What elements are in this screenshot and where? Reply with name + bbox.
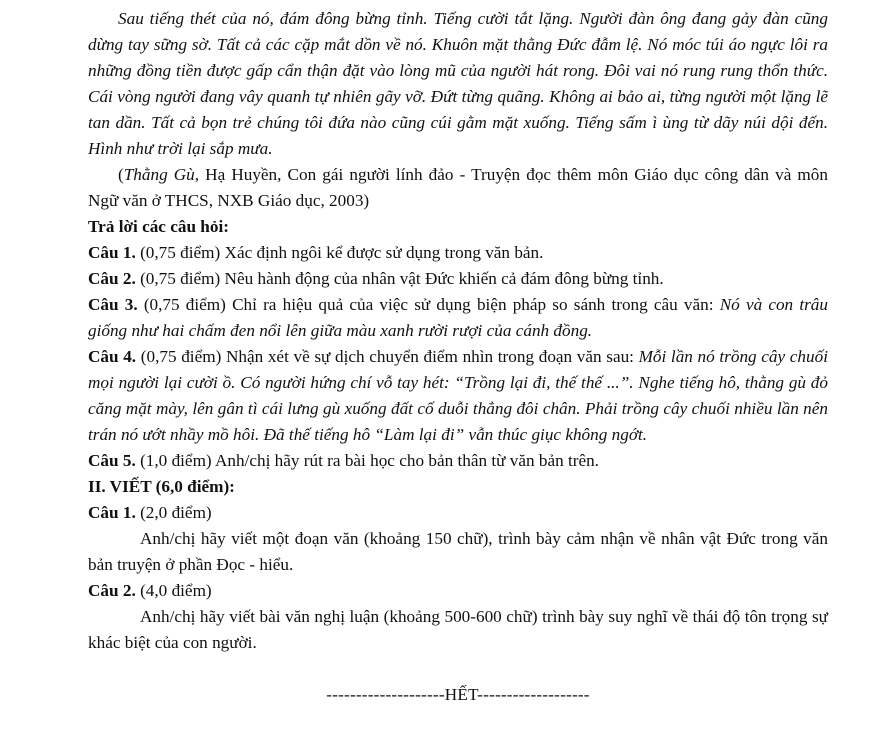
writing-question-1-text: Anh/chị hãy viết một đoạn văn (khoảng 150 chữ), trình bày cảm nhận về nhân vật Đức trong văn bản truyện ở phần Đọc - hiểu. [88,529,828,574]
citation-open: ( [118,165,124,184]
source-citation [88,162,828,214]
question-text: (0,75 điểm) Xác định ngôi kể được sử dụng trong văn bản. [135,243,544,262]
question-quote: Mỗi lần nó trồng cây chuối mọi người lại cười ồ. Có người hứng chí vỗ tay hét: “Trồng lại đi, thế thế ...”. Nghe tiếng hô, thằng gù đỏ căng mặt mày, lên gân tì cái lưng gù xuống đất cố duỗi thẳng đôi chân. Phải trồng cây chuối nhiều lần nên trán nó ướt nhầy mồ hôi. Đã thế tiếng hô “Làm lại đi” vẫn thúc giục không ngớt. [88,347,828,444]
question-3 [88,292,828,344]
question-1 [88,240,828,266]
question-5 [88,448,828,474]
passage-paragraph: Sau tiếng thét của nó, đám đông bừng tỉnh. Tiếng cười tắt lặng. Người đàn ông đang gảy đàn cũng dừng tay sững sờ. Tất cả các cặp mắt dồn về nó. Khuôn mặt thằng Đức đẫm lệ. Nó móc túi áo ngực lôi ra những đồng tiền được gấp cẩn thận đặt vào lòng mũ của người hát rong. Đôi vai nó rung rung thổn thức. Cái vòng người đang vây quanh tự nhiên gãy vỡ. Đứt từng quãng. Không ai bảo ai, từng người một lặng lẽ tan dần. Tất cả bọn trẻ chúng tôi đứa nào cũng cúi gằm mặt xuống. Tiếng sấm ì ùng từ dãy núi dội đến. Hình như trời lại sắp mưa. [88,9,828,158]
question-label: Câu 2. [88,581,136,600]
question-label: Câu 5. [88,451,136,470]
question-label: Câu 1. [88,503,136,522]
writing-question-2-header [88,578,828,604]
question-label: Câu 4. [88,347,137,366]
question-label: Câu 2. [88,269,136,288]
writing-question-2-text: Anh/chị hãy viết bài văn nghị luận (khoảng 500-600 chữ) trình bày suy nghĩ về thái độ tôn trọng sự khác biệt của con người. [88,607,828,652]
question-text: (0,75 điểm) Nêu hành động của nhân vật Đức khiến cả đám đông bừng tỉnh. [135,269,664,288]
question-text: (0,75 điểm) Chỉ ra hiệu quả của việc sử dụng biện pháp so sánh trong câu văn: [137,295,720,314]
question-4 [88,344,828,448]
question-label: Câu 3. [88,295,138,314]
question-2 [88,266,828,292]
end-marker: --------------------HẾT------------------- [326,685,590,704]
question-quote: Nó và con trâu giống như hai chấm đen nổi lên giữa màu xanh rười rượi của cánh đồng. [88,295,828,340]
question-text: (0,75 điểm) Nhận xét về sự dịch chuyển điểm nhìn trong đoạn văn sau: [136,347,639,366]
citation-rest: , Hạ Huyền, Con gái người lính đảo - Truyện đọc thêm môn Giáo dục công dân và môn Ngữ văn ở THCS, NXB Giáo dục, 2003) [88,165,828,210]
question-label: Câu 1. [88,243,136,262]
writing-question-1-header [88,500,828,526]
question-points: (2,0 điểm) [135,503,212,522]
citation-title: Thằng Gù [123,165,195,184]
question-points: (4,0 điểm) [135,581,212,600]
section-2-heading: II. VIẾT (6,0 điểm): [88,477,235,496]
instruction-heading: Trả lời các câu hỏi: [88,217,229,236]
question-text: (1,0 điểm) Anh/chị hãy rút ra bài học cho bản thân từ văn bản trên. [135,451,599,470]
